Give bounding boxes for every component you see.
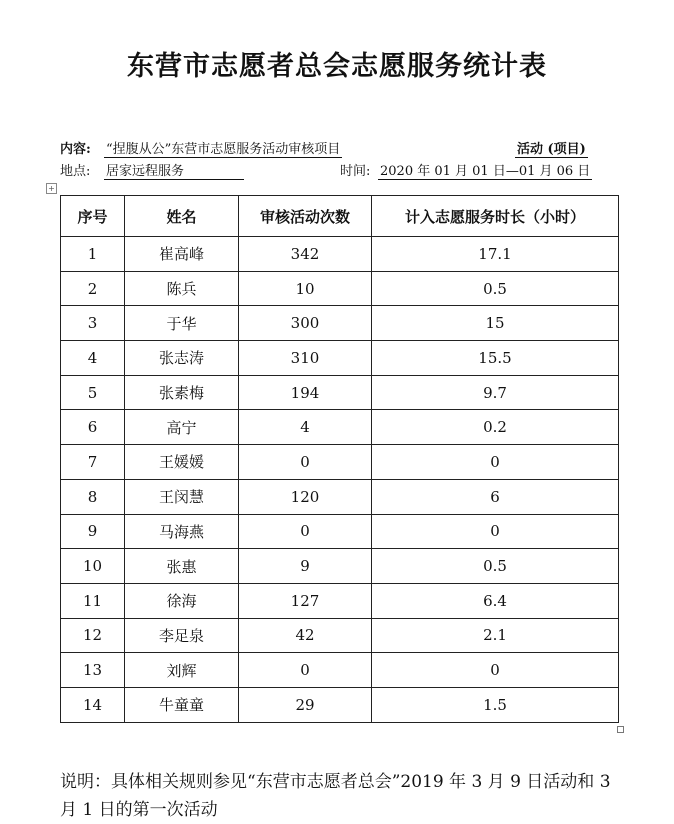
table-row — [61, 514, 619, 549]
cell-seq: 1 — [61, 237, 125, 272]
cell-count: 0 — [239, 445, 372, 480]
cell-count: 9 — [239, 549, 372, 584]
header-seq: 序号 — [61, 196, 125, 237]
header-name: 姓名 — [125, 196, 239, 237]
location-label: 地点: — [60, 164, 91, 179]
cell-hours: 6 — [372, 479, 619, 514]
cell-count: 4 — [239, 410, 372, 445]
cell-name: 李足泉 — [125, 618, 239, 653]
cell-name: 刘辉 — [125, 653, 239, 688]
table-row — [61, 341, 619, 376]
time-value: 2020 年 01 月 01 日—01 月 06 日 — [378, 160, 592, 180]
time-label: 时间: — [340, 164, 371, 179]
table-row — [61, 445, 619, 480]
table-row — [61, 653, 619, 688]
table-header-row — [61, 196, 619, 237]
content-value: “捏腹从公”东营市志愿服务活动审核项目 — [104, 138, 342, 158]
cell-hours: 0.2 — [372, 410, 619, 445]
cell-count: 42 — [239, 618, 372, 653]
document-title: 东营市志愿者总会志愿服务统计表 — [127, 51, 547, 82]
cell-seq: 5 — [61, 375, 125, 410]
cell-name: 于华 — [125, 306, 239, 341]
cell-seq: 3 — [61, 306, 125, 341]
cell-seq: 13 — [61, 653, 125, 688]
cell-hours: 9.7 — [372, 375, 619, 410]
table-row — [61, 549, 619, 584]
cell-seq: 14 — [61, 687, 125, 722]
volunteer-stats-table — [60, 195, 619, 723]
cell-count: 0 — [239, 514, 372, 549]
location-value: 居家远程服务 — [104, 160, 244, 180]
cell-seq: 7 — [61, 445, 125, 480]
header-count: 审核活动次数 — [239, 196, 372, 237]
footnote-text: 说明：具体相关规则参见“东营市志愿者总会”2019 年 3 月 9 日活动和 3 月 1 日的第一次活动 — [60, 772, 611, 820]
table-row — [61, 479, 619, 514]
cell-name: 王闵慧 — [125, 479, 239, 514]
cell-hours: 0.5 — [372, 271, 619, 306]
table-row — [61, 410, 619, 445]
cell-name: 崔高峰 — [125, 237, 239, 272]
cell-count: 342 — [239, 237, 372, 272]
cell-name: 王媛媛 — [125, 445, 239, 480]
cell-hours: 0 — [372, 445, 619, 480]
cell-name: 张惠 — [125, 549, 239, 584]
cell-seq: 10 — [61, 549, 125, 584]
cell-hours: 0 — [372, 514, 619, 549]
cell-count: 127 — [239, 583, 372, 618]
cell-name: 牛童童 — [125, 687, 239, 722]
cell-seq: 2 — [61, 271, 125, 306]
cell-hours: 0.5 — [372, 549, 619, 584]
activity-label: 活动 (项目) — [515, 138, 588, 158]
table-row — [61, 237, 619, 272]
cell-seq: 6 — [61, 410, 125, 445]
cell-hours: 15 — [372, 306, 619, 341]
table-row — [61, 583, 619, 618]
table-row — [61, 271, 619, 306]
cell-seq: 8 — [61, 479, 125, 514]
cell-hours: 2.1 — [372, 618, 619, 653]
cell-name: 高宁 — [125, 410, 239, 445]
cell-hours: 15.5 — [372, 341, 619, 376]
cell-seq: 9 — [61, 514, 125, 549]
table-row — [61, 618, 619, 653]
cell-count: 194 — [239, 375, 372, 410]
cell-name: 张素梅 — [125, 375, 239, 410]
cell-count: 300 — [239, 306, 372, 341]
meta-content-row — [60, 138, 620, 158]
cell-count: 310 — [239, 341, 372, 376]
cell-seq: 4 — [61, 341, 125, 376]
cell-name: 马海燕 — [125, 514, 239, 549]
header-hours: 计入志愿服务时长（小时） — [372, 196, 619, 237]
meta-location-row — [60, 160, 620, 180]
cell-count: 0 — [239, 653, 372, 688]
table-row — [61, 375, 619, 410]
cell-name: 陈兵 — [125, 271, 239, 306]
cell-hours: 1.5 — [372, 687, 619, 722]
cell-seq: 11 — [61, 583, 125, 618]
cell-seq: 12 — [61, 618, 125, 653]
cell-hours: 0 — [372, 653, 619, 688]
cell-count: 10 — [239, 271, 372, 306]
cell-count: 120 — [239, 479, 372, 514]
table-row — [61, 687, 619, 722]
table-row — [61, 306, 619, 341]
cell-hours: 17.1 — [372, 237, 619, 272]
cell-name: 张志涛 — [125, 341, 239, 376]
table-move-handle-icon[interactable]: + — [46, 183, 57, 194]
cell-hours: 6.4 — [372, 583, 619, 618]
table-resize-handle[interactable] — [617, 726, 624, 733]
content-label: 内容: — [60, 142, 91, 157]
cell-name: 徐海 — [125, 583, 239, 618]
cell-count: 29 — [239, 687, 372, 722]
